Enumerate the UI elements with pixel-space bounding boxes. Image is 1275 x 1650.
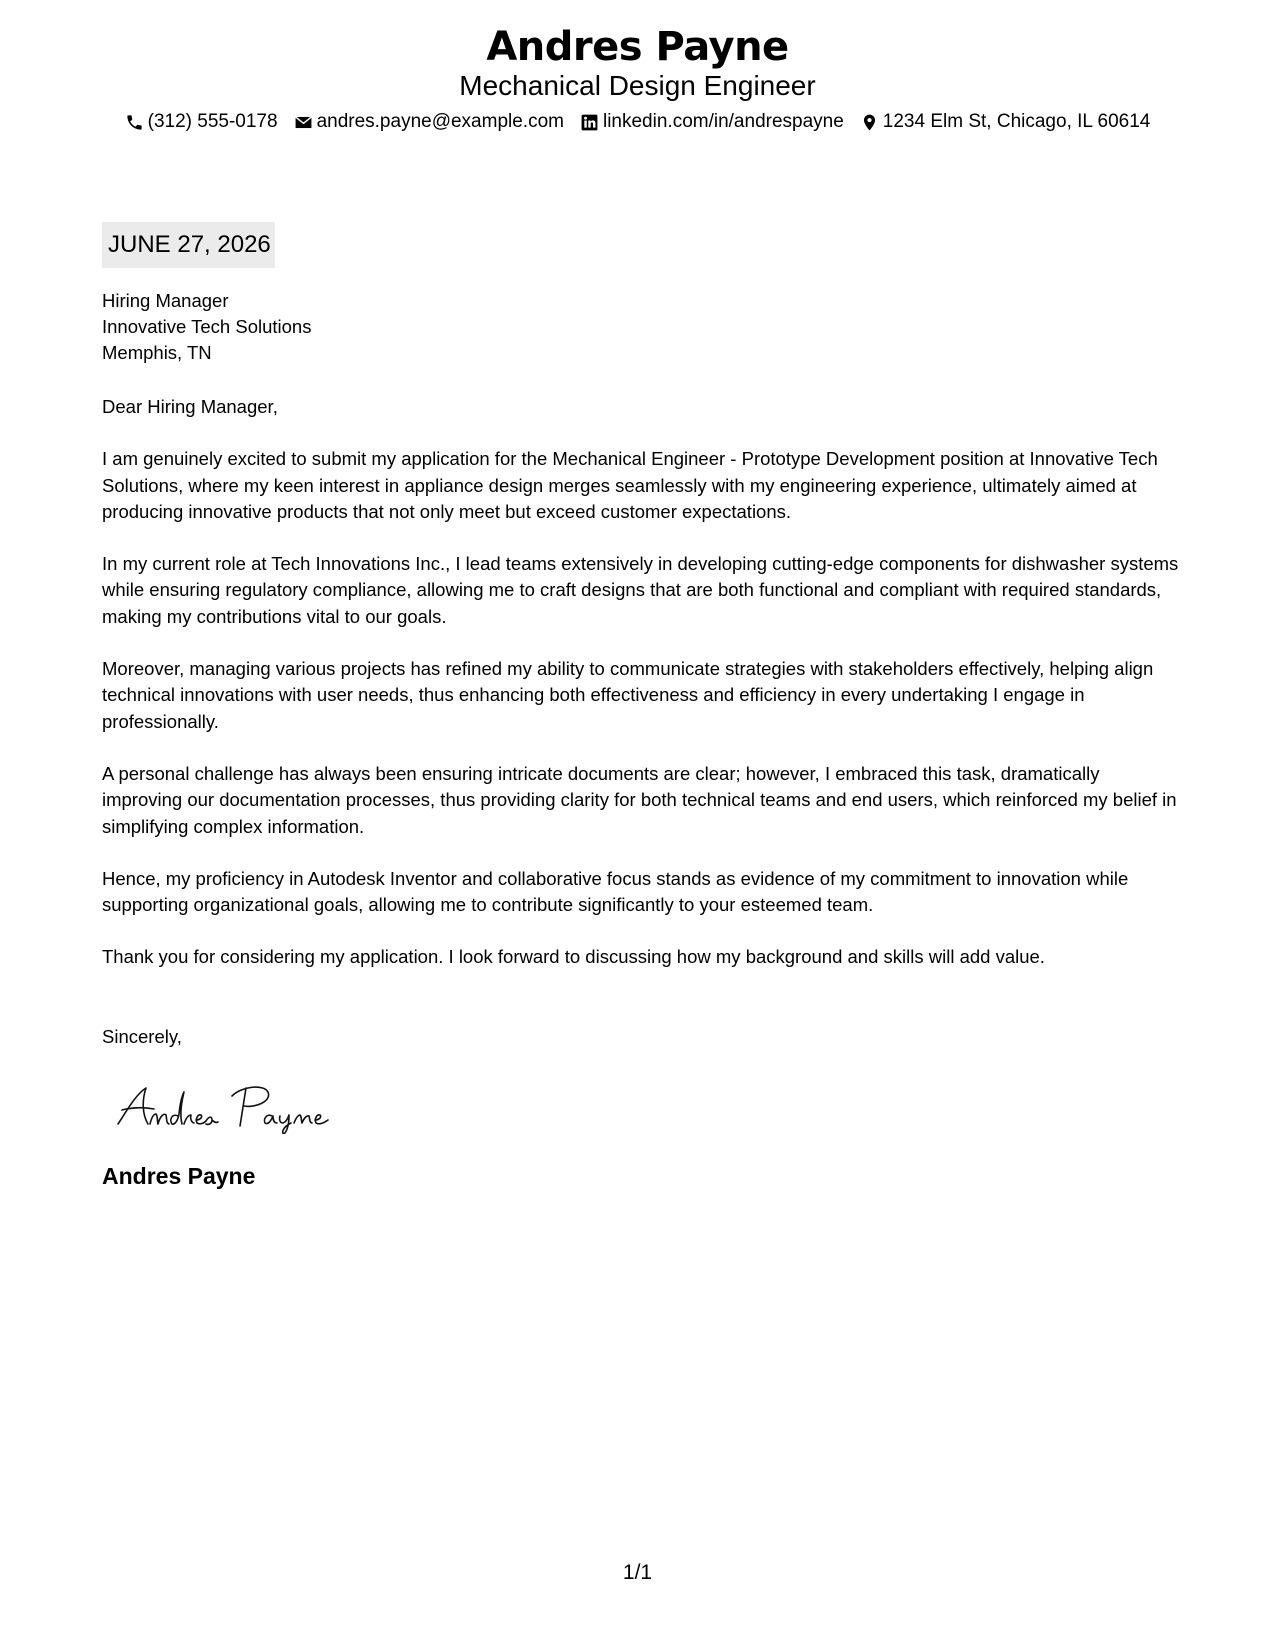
letter-body <box>102 394 1182 997</box>
contact-email <box>294 110 564 134</box>
body-paragraph-5: Hence, my proficiency in Autodesk Inventor and collaborative focus stands as evidence of my commitment to innovation while supporting organizational goals, allowing me to contribute significantly to your esteemed team. <box>102 867 1129 916</box>
recipient-block <box>102 288 311 366</box>
linkedin-icon <box>580 113 599 132</box>
letter-date: JUNE 27, 2026 <box>102 222 275 268</box>
contact-address-text: 1234 Elm St, Chicago, IL 60614 <box>882 111 1151 132</box>
applicant-title: Mechanical Design Engineer <box>459 70 816 101</box>
applicant-name: Andres Payne <box>486 24 789 70</box>
contact-address <box>860 110 1151 134</box>
contact-linkedin-text: linkedin.com/in/andrespayne <box>602 111 844 132</box>
page-number: 1/1 <box>622 1561 653 1584</box>
contact-email-text: andres.payne@example.com <box>316 111 564 132</box>
recipient-location: Memphis, TN <box>102 342 212 363</box>
contact-info <box>0 110 1275 134</box>
body-paragraph-6: Thank you for considering my application. I look forward to discussing how my background and skills will add value. <box>102 946 1045 968</box>
map-pin-icon <box>860 113 879 132</box>
phone-icon <box>125 113 144 132</box>
signed-name: Andres Payne <box>102 1163 256 1189</box>
body-paragraph-4: A personal challenge has always been ensuring intricate documents are clear; however, I embraced this task, dramatically improving our documentation processes, thus providing clarity for both technical teams and end users, which reinforced my belief in simplifying complex information. <box>102 762 1177 837</box>
body-paragraph-2: In my current role at Tech Innovations Inc., I lead teams extensively in developing cutting-edge components for dishwasher systems while ensuring regulatory compliance, allowing me to craft designs that are both functional and compliant with required standards, making my contributions vital to our goals. <box>102 553 1179 627</box>
contact-phone <box>125 110 278 134</box>
contact-phone-text: (312) 555-0178 <box>147 111 278 132</box>
body-paragraph-3: Moreover, managing various projects has refined my ability to communicate strategies with stakeholders effectively, helping align technical innovations with user needs, thus enhancing both effectiveness and efficiency in every undertaking I engage in professionally. <box>102 658 1154 732</box>
contact-linkedin <box>580 110 844 134</box>
recipient-title: Hiring Manager <box>102 290 229 311</box>
envelope-icon <box>294 113 313 132</box>
recipient-company: Innovative Tech Solutions <box>102 316 312 337</box>
handwritten-signature <box>112 1078 362 1134</box>
body-paragraph-1: I am genuinely excited to submit my application for the Mechanical Engineer - Prototype Development position at Innovative Tech Solutions, where my keen interest in appliance design merges seamlessly with my engineering experience, ultimately aimed at producing innovative products that not only meet but exceed customer expectations. <box>102 448 1158 522</box>
closing-line: Sincerely, <box>102 1026 182 1047</box>
signature-image <box>112 1078 362 1134</box>
letter-header <box>0 22 1275 134</box>
salutation: Dear Hiring Manager, <box>102 396 278 417</box>
